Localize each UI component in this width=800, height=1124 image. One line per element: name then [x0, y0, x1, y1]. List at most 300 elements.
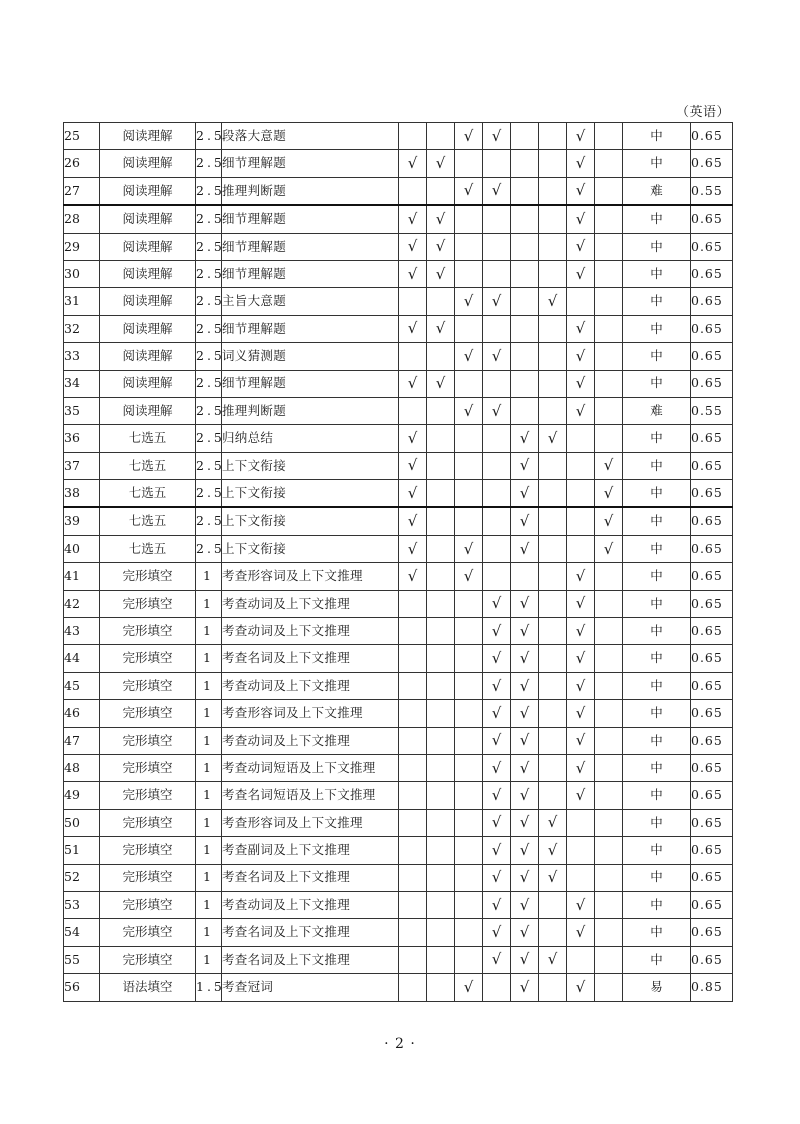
question-type: 阅读理解	[100, 233, 196, 260]
check-mark-cell	[539, 150, 567, 177]
check-mark-cell	[539, 343, 567, 370]
check-mark-cell	[455, 919, 483, 946]
table-row	[64, 205, 733, 233]
table-row	[64, 480, 733, 508]
difficulty-coefficient: 0.85	[691, 974, 733, 1001]
check-mark-cell	[539, 974, 567, 1001]
question-type: 完形填空	[100, 672, 196, 699]
difficulty-coefficient: 0.65	[691, 809, 733, 836]
check-mark-cell	[399, 288, 427, 315]
check-mark-cell: √	[455, 123, 483, 150]
check-mark-cell	[539, 177, 567, 205]
question-number: 25	[64, 123, 100, 150]
check-mark-cell	[567, 809, 595, 836]
check-mark-cell	[539, 919, 567, 946]
table-row	[64, 563, 733, 590]
assessment-content: 考查名词及上下文推理	[222, 919, 399, 946]
question-score: 2.5	[196, 370, 222, 397]
check-mark-cell	[567, 535, 595, 562]
check-mark-cell	[483, 480, 511, 508]
check-mark-cell	[455, 700, 483, 727]
check-mark-cell	[399, 700, 427, 727]
check-mark-cell	[539, 260, 567, 287]
question-type: 完形填空	[100, 645, 196, 672]
question-number: 54	[64, 919, 100, 946]
difficulty-level: 中	[623, 891, 691, 918]
check-mark-cell: √	[567, 754, 595, 781]
check-mark-cell	[511, 177, 539, 205]
check-mark-cell	[539, 618, 567, 645]
question-score: 1	[196, 837, 222, 864]
check-mark-cell	[483, 315, 511, 342]
check-mark-cell	[455, 260, 483, 287]
table-row	[64, 618, 733, 645]
check-mark-cell: √	[567, 919, 595, 946]
check-mark-cell	[595, 782, 623, 809]
question-number: 26	[64, 150, 100, 177]
difficulty-level: 中	[623, 315, 691, 342]
check-mark-cell	[539, 480, 567, 508]
check-mark-cell	[399, 672, 427, 699]
question-type: 完形填空	[100, 809, 196, 836]
question-number: 50	[64, 809, 100, 836]
difficulty-level: 易	[623, 974, 691, 1001]
difficulty-level: 中	[623, 205, 691, 233]
question-number: 41	[64, 563, 100, 590]
check-mark-cell	[427, 123, 455, 150]
question-score: 1	[196, 864, 222, 891]
check-mark-cell: √	[483, 782, 511, 809]
table-row	[64, 590, 733, 617]
question-type: 阅读理解	[100, 397, 196, 424]
exam-specification-table	[63, 122, 733, 1002]
check-mark-cell	[399, 782, 427, 809]
difficulty-coefficient: 0.65	[691, 864, 733, 891]
check-mark-cell	[595, 150, 623, 177]
assessment-content: 考查动词及上下文推理	[222, 590, 399, 617]
check-mark-cell	[427, 288, 455, 315]
check-mark-cell	[595, 123, 623, 150]
assessment-content: 考查名词及上下文推理	[222, 946, 399, 973]
check-mark-cell	[427, 672, 455, 699]
check-mark-cell: √	[511, 590, 539, 617]
assessment-content: 考查动词短语及上下文推理	[222, 754, 399, 781]
difficulty-coefficient: 0.65	[691, 590, 733, 617]
check-mark-cell: √	[567, 974, 595, 1001]
question-number: 48	[64, 754, 100, 781]
question-number: 34	[64, 370, 100, 397]
check-mark-cell: √	[399, 315, 427, 342]
check-mark-cell: √	[483, 837, 511, 864]
check-mark-cell	[539, 370, 567, 397]
check-mark-cell: √	[483, 672, 511, 699]
question-type: 完形填空	[100, 782, 196, 809]
difficulty-level: 中	[623, 946, 691, 973]
check-mark-cell	[483, 563, 511, 590]
question-type: 完形填空	[100, 891, 196, 918]
check-mark-cell	[595, 946, 623, 973]
difficulty-level: 中	[623, 782, 691, 809]
check-mark-cell: √	[399, 507, 427, 535]
check-mark-cell	[399, 919, 427, 946]
check-mark-cell	[595, 864, 623, 891]
check-mark-cell: √	[539, 288, 567, 315]
question-number: 36	[64, 425, 100, 452]
check-mark-cell	[427, 864, 455, 891]
check-mark-cell	[455, 946, 483, 973]
check-mark-cell	[595, 205, 623, 233]
difficulty-level: 中	[623, 480, 691, 508]
table-row	[64, 343, 733, 370]
question-score: 2.5	[196, 177, 222, 205]
check-mark-cell: √	[455, 343, 483, 370]
check-mark-cell: √	[483, 288, 511, 315]
question-score: 2.5	[196, 233, 222, 260]
check-mark-cell	[567, 507, 595, 535]
difficulty-level: 中	[623, 645, 691, 672]
check-mark-cell	[399, 590, 427, 617]
question-score: 1	[196, 700, 222, 727]
difficulty-coefficient: 0.65	[691, 480, 733, 508]
check-mark-cell	[595, 727, 623, 754]
check-mark-cell: √	[567, 672, 595, 699]
question-number: 47	[64, 727, 100, 754]
check-mark-cell	[399, 343, 427, 370]
check-mark-cell	[427, 590, 455, 617]
difficulty-level: 中	[623, 288, 691, 315]
check-mark-cell	[427, 809, 455, 836]
check-mark-cell: √	[595, 452, 623, 479]
check-mark-cell	[595, 343, 623, 370]
question-score: 2.5	[196, 288, 222, 315]
check-mark-cell: √	[567, 315, 595, 342]
difficulty-level: 中	[623, 425, 691, 452]
check-mark-cell: √	[483, 809, 511, 836]
difficulty-coefficient: 0.65	[691, 782, 733, 809]
check-mark-cell	[595, 397, 623, 424]
check-mark-cell	[567, 452, 595, 479]
check-mark-cell: √	[595, 480, 623, 508]
question-score: 1	[196, 782, 222, 809]
assessment-content: 考查动词及上下文推理	[222, 618, 399, 645]
check-mark-cell	[455, 782, 483, 809]
question-score: 1	[196, 563, 222, 590]
table-row	[64, 946, 733, 973]
check-mark-cell: √	[567, 343, 595, 370]
check-mark-cell: √	[455, 177, 483, 205]
check-mark-cell	[511, 563, 539, 590]
check-mark-cell	[399, 754, 427, 781]
difficulty-coefficient: 0.65	[691, 563, 733, 590]
check-mark-cell	[483, 150, 511, 177]
difficulty-coefficient: 0.65	[691, 727, 733, 754]
check-mark-cell: √	[399, 150, 427, 177]
difficulty-level: 中	[623, 919, 691, 946]
check-mark-cell	[539, 397, 567, 424]
check-mark-cell: √	[483, 397, 511, 424]
check-mark-cell	[455, 645, 483, 672]
check-mark-cell: √	[399, 233, 427, 260]
question-type: 完形填空	[100, 919, 196, 946]
question-number: 33	[64, 343, 100, 370]
check-mark-cell	[455, 425, 483, 452]
check-mark-cell	[483, 233, 511, 260]
check-mark-cell	[539, 563, 567, 590]
check-mark-cell: √	[483, 700, 511, 727]
table-row	[64, 974, 733, 1001]
difficulty-coefficient: 0.65	[691, 754, 733, 781]
question-number: 49	[64, 782, 100, 809]
check-mark-cell: √	[511, 919, 539, 946]
assessment-content: 上下文衔接	[222, 480, 399, 508]
check-mark-cell	[567, 288, 595, 315]
difficulty-level: 中	[623, 535, 691, 562]
question-type: 阅读理解	[100, 343, 196, 370]
check-mark-cell	[511, 123, 539, 150]
question-score: 1	[196, 919, 222, 946]
check-mark-cell	[539, 315, 567, 342]
check-mark-cell	[539, 700, 567, 727]
question-type: 阅读理解	[100, 315, 196, 342]
check-mark-cell	[567, 480, 595, 508]
assessment-content: 归纳总结	[222, 425, 399, 452]
check-mark-cell: √	[427, 260, 455, 287]
check-mark-cell	[511, 397, 539, 424]
check-mark-cell	[567, 864, 595, 891]
question-number: 31	[64, 288, 100, 315]
check-mark-cell	[539, 535, 567, 562]
difficulty-coefficient: 0.65	[691, 260, 733, 287]
check-mark-cell	[539, 672, 567, 699]
difficulty-level: 中	[623, 590, 691, 617]
check-mark-cell	[399, 864, 427, 891]
check-mark-cell	[511, 205, 539, 233]
check-mark-cell: √	[455, 397, 483, 424]
check-mark-cell: √	[511, 618, 539, 645]
assessment-content: 推理判断题	[222, 177, 399, 205]
check-mark-cell: √	[567, 782, 595, 809]
check-mark-cell	[427, 727, 455, 754]
assessment-content: 考查形容词及上下文推理	[222, 809, 399, 836]
check-mark-cell	[427, 563, 455, 590]
check-mark-cell: √	[483, 590, 511, 617]
check-mark-cell	[483, 425, 511, 452]
difficulty-coefficient: 0.55	[691, 397, 733, 424]
check-mark-cell	[539, 891, 567, 918]
difficulty-coefficient: 0.65	[691, 425, 733, 452]
check-mark-cell: √	[455, 974, 483, 1001]
question-type: 阅读理解	[100, 150, 196, 177]
check-mark-cell	[427, 919, 455, 946]
check-mark-cell: √	[483, 864, 511, 891]
question-number: 40	[64, 535, 100, 562]
table-row	[64, 754, 733, 781]
difficulty-coefficient: 0.65	[691, 891, 733, 918]
check-mark-cell: √	[483, 919, 511, 946]
difficulty-coefficient: 0.65	[691, 672, 733, 699]
check-mark-cell	[539, 782, 567, 809]
question-type: 阅读理解	[100, 177, 196, 205]
difficulty-coefficient: 0.65	[691, 370, 733, 397]
check-mark-cell: √	[511, 727, 539, 754]
check-mark-cell	[539, 590, 567, 617]
check-mark-cell	[483, 260, 511, 287]
check-mark-cell: √	[399, 425, 427, 452]
check-mark-cell: √	[567, 700, 595, 727]
assessment-content: 考查名词及上下文推理	[222, 864, 399, 891]
check-mark-cell: √	[567, 205, 595, 233]
check-mark-cell	[427, 480, 455, 508]
check-mark-cell	[511, 233, 539, 260]
check-mark-cell	[427, 425, 455, 452]
check-mark-cell: √	[511, 974, 539, 1001]
difficulty-coefficient: 0.65	[691, 123, 733, 150]
check-mark-cell	[455, 205, 483, 233]
check-mark-cell	[399, 618, 427, 645]
question-number: 51	[64, 837, 100, 864]
question-number: 56	[64, 974, 100, 1001]
difficulty-level: 中	[623, 123, 691, 150]
check-mark-cell	[427, 837, 455, 864]
check-mark-cell: √	[511, 754, 539, 781]
question-type: 阅读理解	[100, 370, 196, 397]
check-mark-cell	[595, 809, 623, 836]
check-mark-cell	[455, 864, 483, 891]
check-mark-cell	[427, 177, 455, 205]
check-mark-cell	[427, 645, 455, 672]
difficulty-coefficient: 0.65	[691, 315, 733, 342]
question-number: 37	[64, 452, 100, 479]
check-mark-cell	[595, 919, 623, 946]
question-score: 2.5	[196, 535, 222, 562]
table-row	[64, 397, 733, 424]
check-mark-cell	[483, 205, 511, 233]
check-mark-cell	[511, 150, 539, 177]
question-type: 七选五	[100, 452, 196, 479]
check-mark-cell	[427, 700, 455, 727]
check-mark-cell	[539, 233, 567, 260]
difficulty-level: 中	[623, 672, 691, 699]
check-mark-cell	[595, 700, 623, 727]
question-score: 2.5	[196, 425, 222, 452]
difficulty-level: 难	[623, 397, 691, 424]
assessment-content: 推理判断题	[222, 397, 399, 424]
check-mark-cell	[427, 452, 455, 479]
question-score: 2.5	[196, 123, 222, 150]
difficulty-level: 中	[623, 754, 691, 781]
question-type: 完形填空	[100, 946, 196, 973]
check-mark-cell: √	[567, 177, 595, 205]
check-mark-cell: √	[511, 700, 539, 727]
check-mark-cell	[427, 618, 455, 645]
question-number: 52	[64, 864, 100, 891]
assessment-content: 考查动词及上下文推理	[222, 672, 399, 699]
question-number: 28	[64, 205, 100, 233]
difficulty-level: 中	[623, 370, 691, 397]
check-mark-cell: √	[455, 535, 483, 562]
question-score: 1	[196, 727, 222, 754]
check-mark-cell	[399, 891, 427, 918]
check-mark-cell	[595, 974, 623, 1001]
question-number: 32	[64, 315, 100, 342]
check-mark-cell	[539, 645, 567, 672]
check-mark-cell: √	[399, 480, 427, 508]
assessment-content: 细节理解题	[222, 233, 399, 260]
check-mark-cell	[483, 535, 511, 562]
check-mark-cell	[399, 837, 427, 864]
question-type: 完形填空	[100, 754, 196, 781]
check-mark-cell: √	[567, 590, 595, 617]
check-mark-cell	[427, 891, 455, 918]
check-mark-cell: √	[567, 397, 595, 424]
check-mark-cell: √	[399, 370, 427, 397]
question-score: 2.5	[196, 397, 222, 424]
assessment-content: 考查动词及上下文推理	[222, 891, 399, 918]
assessment-content: 段落大意题	[222, 123, 399, 150]
check-mark-cell	[595, 754, 623, 781]
check-mark-cell	[595, 891, 623, 918]
assessment-content: 细节理解题	[222, 370, 399, 397]
assessment-content: 细节理解题	[222, 260, 399, 287]
check-mark-cell: √	[595, 535, 623, 562]
check-mark-cell	[427, 782, 455, 809]
check-mark-cell	[399, 946, 427, 973]
difficulty-coefficient: 0.65	[691, 645, 733, 672]
check-mark-cell	[399, 809, 427, 836]
page-number: · 2 ·	[384, 1036, 416, 1052]
check-mark-cell: √	[539, 837, 567, 864]
check-mark-cell: √	[595, 507, 623, 535]
difficulty-coefficient: 0.65	[691, 288, 733, 315]
difficulty-coefficient: 0.55	[691, 177, 733, 205]
assessment-content: 上下文衔接	[222, 452, 399, 479]
question-score: 1	[196, 618, 222, 645]
question-type: 七选五	[100, 480, 196, 508]
assessment-content: 上下文衔接	[222, 535, 399, 562]
question-type: 阅读理解	[100, 205, 196, 233]
table-row	[64, 123, 733, 150]
check-mark-cell	[427, 507, 455, 535]
question-score: 2.5	[196, 507, 222, 535]
check-mark-cell	[511, 343, 539, 370]
check-mark-cell: √	[539, 425, 567, 452]
difficulty-level: 中	[623, 233, 691, 260]
difficulty-coefficient: 0.65	[691, 233, 733, 260]
question-score: 2.5	[196, 260, 222, 287]
assessment-content: 上下文衔接	[222, 507, 399, 535]
check-mark-cell	[427, 974, 455, 1001]
difficulty-level: 中	[623, 563, 691, 590]
check-mark-cell: √	[511, 507, 539, 535]
check-mark-cell: √	[483, 727, 511, 754]
check-mark-cell	[399, 177, 427, 205]
question-type: 七选五	[100, 535, 196, 562]
check-mark-cell: √	[511, 891, 539, 918]
difficulty-level: 中	[623, 700, 691, 727]
table-row	[64, 370, 733, 397]
check-mark-cell	[399, 123, 427, 150]
difficulty-level: 中	[623, 260, 691, 287]
check-mark-cell: √	[427, 370, 455, 397]
assessment-content: 考查形容词及上下文推理	[222, 563, 399, 590]
check-mark-cell	[539, 507, 567, 535]
check-mark-cell	[539, 123, 567, 150]
check-mark-cell	[539, 205, 567, 233]
check-mark-cell	[399, 645, 427, 672]
question-number: 42	[64, 590, 100, 617]
question-score: 1	[196, 590, 222, 617]
check-mark-cell	[455, 370, 483, 397]
